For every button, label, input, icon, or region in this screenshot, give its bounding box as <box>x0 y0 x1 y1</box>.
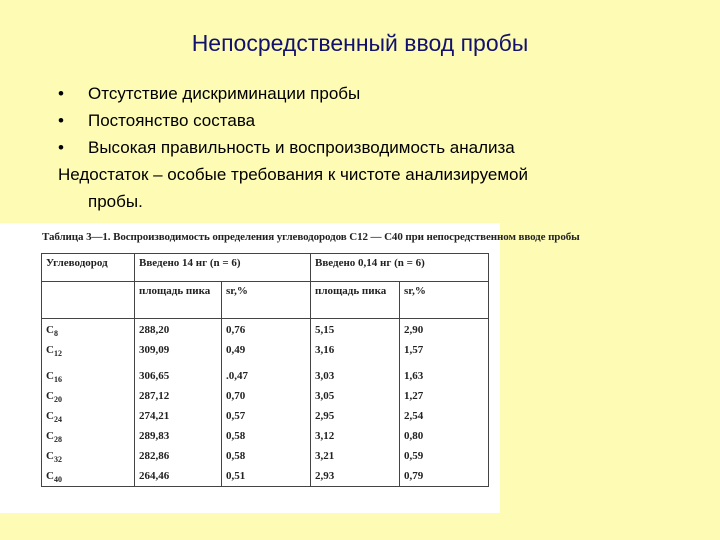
carbon-number: 24 <box>53 415 62 425</box>
carbon-number: 32 <box>53 455 62 465</box>
subheader-sr: sr,% <box>222 282 311 319</box>
sr-014ng-cell: 2,90 <box>404 324 424 336</box>
carbon-number: 40 <box>53 475 62 485</box>
table-header-row <box>42 254 489 282</box>
area-14ng-column <box>135 319 222 487</box>
carbon-number: 28 <box>53 435 62 445</box>
bullet-item <box>58 80 698 107</box>
bullet-item <box>58 134 698 161</box>
sr-14ng-cell: 0,58 <box>226 430 246 442</box>
area-014ng-cell: 2,93 <box>315 470 335 482</box>
header-compound: Углеводород <box>42 254 135 282</box>
area-014ng-cell: 5,15 <box>315 324 335 336</box>
sr-14ng-cell: .0,47 <box>226 370 248 382</box>
drawback-line-2: пробы. <box>88 192 143 211</box>
sr-014ng-cell: 1,63 <box>404 370 424 382</box>
subheader-area: площадь пика <box>135 282 222 319</box>
area-14ng-cell: 287,12 <box>139 390 170 402</box>
compound-symbol: C <box>46 430 54 442</box>
sr-014ng-cell: 0,59 <box>404 450 424 462</box>
bullet-text: Отсутствие дискриминации пробы <box>88 84 361 103</box>
compound-symbol: C <box>46 470 54 482</box>
area-014ng-cell: 2,95 <box>315 410 335 422</box>
sr-14ng-cell: 0,57 <box>226 410 246 422</box>
subheader-sr: sr,% <box>400 282 489 319</box>
subheader-area: площадь пика <box>311 282 400 319</box>
compound-cell <box>46 340 130 360</box>
drawback-text <box>58 161 698 215</box>
carbon-number: 16 <box>53 375 62 385</box>
compound-symbol: C <box>46 324 54 336</box>
sr-14ng-cell: 0,58 <box>226 450 246 462</box>
bullet-symbol: • <box>58 111 64 130</box>
compound-column <box>42 319 135 487</box>
bullet-item <box>58 107 698 134</box>
compound-cell <box>46 446 130 466</box>
bottom-band <box>0 513 720 540</box>
sr-014ng-cell: 0,80 <box>404 430 424 442</box>
area-14ng-cell: 274,21 <box>139 410 170 422</box>
compound-symbol: C <box>46 410 54 422</box>
bullet-symbol: • <box>58 84 64 103</box>
bullet-symbol: • <box>58 138 64 157</box>
table-values-row <box>42 319 489 487</box>
compound-cell <box>46 366 130 386</box>
carbon-number: 12 <box>53 349 62 359</box>
bullet-list <box>58 80 698 215</box>
carbon-number: 8 <box>53 329 58 339</box>
area-14ng-cell: 289,83 <box>139 430 170 442</box>
header-group-14ng: Введено 14 нг (n = 6) <box>135 254 311 282</box>
sr-14ng-cell: 0,76 <box>226 324 246 336</box>
sr-14ng-cell: 0,49 <box>226 344 246 356</box>
table-subheader-row <box>42 282 489 319</box>
carbon-number: 20 <box>53 395 62 405</box>
compound-cell <box>46 426 130 446</box>
area-14ng-cell: 282,86 <box>139 450 170 462</box>
area-014ng-cell: 3,16 <box>315 344 335 356</box>
compound-cell <box>46 320 130 340</box>
drawback-line-1: Недостаток – особые требования к чистоте анализируемой <box>58 165 528 184</box>
bullet-text: Высокая правильность и воспроизводимость анализа <box>88 138 515 157</box>
sr-14ng-cell: 0,51 <box>226 470 246 482</box>
area-014ng-column <box>311 319 400 487</box>
area-014ng-cell: 3,12 <box>315 430 335 442</box>
reproducibility-table <box>41 253 489 487</box>
sr-014ng-cell: 1,57 <box>404 344 424 356</box>
compound-symbol: C <box>46 370 54 382</box>
area-14ng-cell: 309,09 <box>139 344 170 356</box>
sr-14ng-column <box>222 319 311 487</box>
slide-title: Непосредственный ввод пробы <box>191 30 529 56</box>
area-14ng-cell: 306,65 <box>139 370 170 382</box>
area-014ng-cell: 3,03 <box>315 370 335 382</box>
subheader-empty <box>42 282 135 319</box>
compound-symbol: C <box>46 344 54 356</box>
header-group-014ng: Введено 0,14 нг (n = 6) <box>311 254 489 282</box>
compound-cell <box>46 466 130 486</box>
area-14ng-cell: 264,46 <box>139 470 170 482</box>
sr-14ng-cell: 0,70 <box>226 390 246 402</box>
compound-cell <box>46 386 130 406</box>
table-image-panel <box>0 223 580 513</box>
compound-symbol: C <box>46 450 54 462</box>
area-014ng-cell: 3,05 <box>315 390 335 402</box>
table-caption: Таблица 3—1. Воспроизводимость определения углеводородов C12 — C40 при непосредственном вводе пробы <box>42 231 580 243</box>
compound-cell <box>46 406 130 426</box>
sr-014ng-cell: 2,54 <box>404 410 424 422</box>
area-14ng-cell: 288,20 <box>139 324 170 336</box>
sr-014ng-column <box>400 319 489 487</box>
compound-symbol: C <box>46 390 54 402</box>
area-014ng-cell: 3,21 <box>315 450 335 462</box>
sr-014ng-cell: 0,79 <box>404 470 424 482</box>
sr-014ng-cell: 1,27 <box>404 390 424 402</box>
bullet-text: Постоянство состава <box>88 111 256 130</box>
